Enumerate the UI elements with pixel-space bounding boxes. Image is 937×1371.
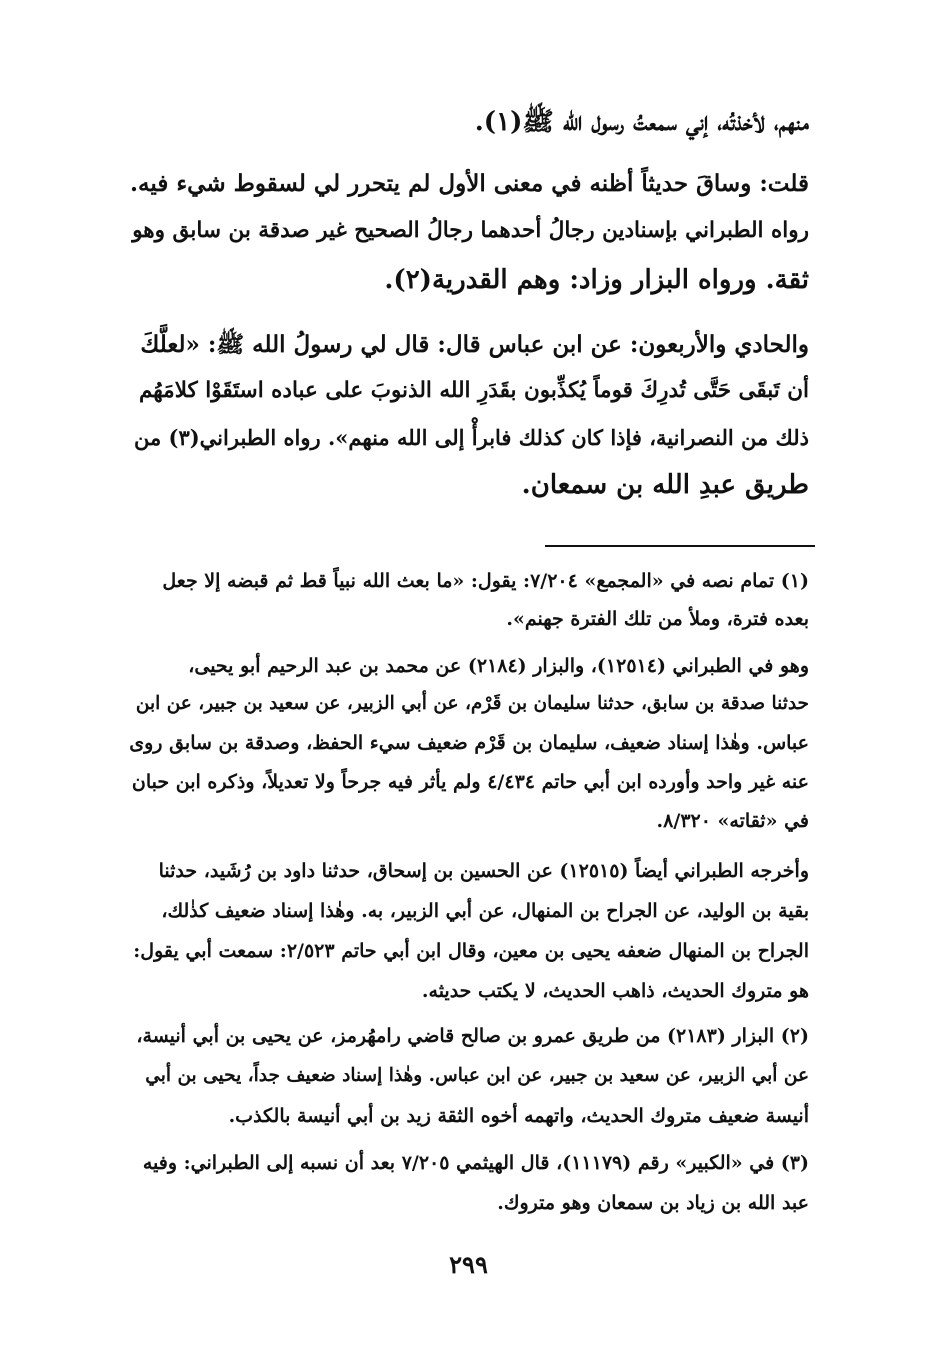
footnote-line: هو متروك الحديث، ذاهب الحديث، لا يكتب حديثه. [421, 980, 809, 1002]
main-text-line: رواه الطبراني بإسنادين رجالُ أحدهما رجالُ الصحيح غير صدقة بن سابق وهو [132, 218, 809, 243]
footnote-line: أنيسة ضعيف متروك الحديث، واتهمه أخوه الثقة زيد بن أبي أنيسة بالكذب. [228, 1105, 809, 1127]
footnote-line: (٢) البزار (٢١٨٣) من طريق عمرو بن صالح قاضي رامهُرمز، عن يحيى بن أبي أنيسة، [136, 1025, 809, 1047]
footnote-line: بعده فترة، وملأ من تلك الفترة جهنم». [506, 608, 809, 630]
footnote-separator [545, 545, 815, 547]
footnote-line: الجراح بن المنهال ضعفه يحيى بن معين، وقال ابن أبي حاتم ٢/٥٢٣: سمعت أبي يقول: [133, 940, 809, 962]
main-text-line: أن تَبقَى حَتَّى تُدرِكَ قوماً يُكذِّبون بقَدَرِ الله الذنوبَ على عباده استَقَوْا كلامَهُم [138, 378, 809, 403]
footnote-line: وهو في الطبراني (١٢٥١٤)، والبزار (٢١٨٤) عن محمد بن عبد الرحيم أبو يحيى، [188, 655, 809, 677]
footnote-line: عبد الله بن زياد بن سمعان وهو متروك. [497, 1192, 809, 1214]
footnote-line: (١) تمام نصه في «المجمع» ٧/٢٠٤: يقول: «ما بعث الله نبياً قط ثم قبضه إلا جعل [162, 570, 809, 592]
footnote-line: حدثنا صدقة بن سابق، حدثنا سليمان بن قَرْم، عن أبي الزبير، عن سعيد بن جبير، عن ابن [135, 693, 809, 714]
page-number: ٢٩٩ [449, 1250, 488, 1279]
footnote-line: وأخرجه الطبراني أيضاً (١٢٥١٥) عن الحسين بن إسحاق، حدثنا داود بن رُشَيد، حدثنا [158, 860, 809, 882]
main-text-line: منهم، لأخذتُه، إني سمعتُ رسول الله ﷺ(١). [474, 107, 809, 137]
footnote-line: بقية بن الوليد، عن الجراح بن المنهال، عن أبي الزبير، به. وهٰذا إسناد ضعيف كذٰلك، [161, 900, 809, 922]
main-text-line: ذلك من النصرانية، فإذا كان كذلك فابرأْ إلى الله منهم». رواه الطبراني(٣) من [133, 425, 809, 450]
footnote-line: في «ثقاته» ٨/٣٢٠. [656, 810, 809, 832]
main-text-line: قلت: وساقَ حديثاً أظنه في معنى الأول لم يتحرر لي لسقوط شيء فيه. [130, 170, 809, 197]
footnote-line: عنه غير واحد وأورده ابن أبي حاتم ٤/٤٣٤ ولم يأثر فيه جرحاً ولا تعديلاً، وذكره ابن حبان [131, 771, 809, 793]
main-text-line: طريق عبدِ الله بن سمعان. [521, 470, 809, 500]
main-text-line: ثقة. ورواه البزار وزاد: وهم القدرية(٢). [384, 265, 809, 295]
footnote-line: عن أبي الزبير، عن سعيد بن جبير، عن ابن عباس. وهٰذا إسناد ضعيف جداً، يحيى بن أبي [145, 1065, 809, 1086]
footnote-line: (٣) في «الكبير» رقم (١١١٧٩)، قال الهيثمي ٧/٢٠٥ بعد أن نسبه إلى الطبراني: وفيه [142, 1152, 809, 1174]
footnote-line: عباس. وهٰذا إسناد ضعيف، سليمان بن قَرْم ضعيف سيء الحفظ، وصدقة بن سابق روى [129, 732, 809, 754]
main-text-line: والحادي والأربعون: عن ابن عباس قال: قال لي رسولُ الله ﷺ: «لعلَّكَ [140, 331, 809, 358]
